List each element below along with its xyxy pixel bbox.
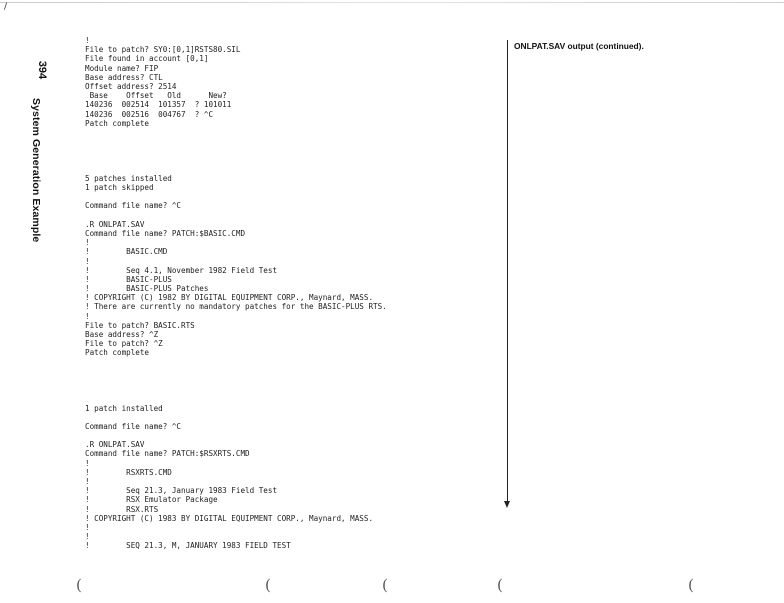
code-line: ! COPYRIGHT (C) 1982 BY DIGITAL EQUIPMENT CORP., Maynard, MASS.	[85, 293, 374, 303]
code-line: !	[85, 311, 90, 321]
code-line	[85, 146, 495, 155]
code-line: 1 patch installed	[85, 403, 163, 413]
code-line: File to patch? ^Z	[85, 339, 163, 349]
code-line: 140236 002516 004767 ? ^C	[85, 109, 214, 119]
code-line: ! BASIC-PLUS	[85, 274, 172, 284]
top-edge-rule	[0, 2, 784, 3]
code-line: ! BASIC.CMD	[85, 247, 168, 257]
code-line	[85, 358, 495, 367]
code-line: ! RSX Emulator Package	[85, 495, 218, 505]
code-line	[85, 385, 495, 394]
continuation-line	[507, 40, 508, 503]
code-line	[85, 165, 495, 174]
code-line: ! Seq 21.3, January 1983 Field Test	[85, 486, 278, 496]
binding-hole-mark: (	[265, 576, 271, 594]
code-line: Command file name? ^C	[85, 421, 182, 431]
page-number: 394	[36, 60, 48, 80]
margin-header	[30, 58, 50, 318]
code-line: 140236 002514 101357 ? 101011	[85, 100, 232, 110]
code-line: Base address? ^Z	[85, 330, 159, 339]
code-line: !	[85, 532, 90, 542]
code-line: Patch complete	[85, 118, 150, 128]
terminal-output-listing	[85, 36, 495, 551]
code-line: !	[85, 36, 90, 45]
code-line	[85, 128, 495, 137]
code-line	[85, 137, 495, 146]
binding-hole-mark: (	[497, 576, 503, 594]
code-line	[85, 394, 495, 403]
code-line: File found in account [0,1]	[85, 54, 209, 64]
code-line: File to patch? SY0:[0,1]RSTS80.SIL	[85, 45, 241, 55]
code-line	[85, 367, 495, 376]
code-line: ! RSXRTS.CMD	[85, 467, 172, 477]
code-line: Offset address? 2514	[85, 81, 177, 91]
code-line	[85, 376, 495, 385]
code-line: ! RSX.RTS	[85, 504, 159, 514]
code-line: ! Seq 4.1, November 1982 Field Test	[85, 265, 278, 275]
section-title: System Generation Example	[30, 98, 42, 243]
code-line: ! COPYRIGHT (C) 1983 BY DIGITAL EQUIPMENT CORP., Maynard, MASS.	[85, 513, 374, 523]
code-line: 1 patch skipped	[85, 183, 154, 192]
code-line	[85, 413, 495, 422]
continuation-arrow-icon	[504, 501, 510, 508]
code-line: Patch complete	[85, 348, 150, 358]
code-line: !	[85, 238, 90, 248]
code-line: Command file name? ^C	[85, 201, 182, 211]
code-line: Command file name? PATCH:$BASIC.CMD	[85, 228, 246, 238]
code-line	[85, 192, 495, 201]
code-line: Base address? CTL	[85, 72, 163, 82]
code-line: Base Offset Old New?	[85, 91, 227, 101]
figure-caption: ONLPAT.SAV output (continued).	[514, 41, 644, 51]
code-line: File to patch? BASIC.RTS	[85, 320, 195, 330]
code-line	[85, 155, 495, 164]
binding-hole-mark: (	[688, 576, 694, 594]
code-line	[85, 431, 495, 440]
code-line	[85, 211, 495, 220]
code-line: .R ONLPAT.SAV	[85, 219, 145, 229]
code-line: .R ONLPAT.SAV	[85, 440, 145, 450]
code-line: ! There are currently no mandatory patches for the BASIC-PLUS RTS.	[85, 302, 387, 312]
code-line: ! BASIC-PLUS Patches	[85, 284, 209, 294]
corner-mark: /	[4, 2, 8, 12]
code-line: ! SEQ 21.3, M, JANUARY 1983 FIELD TEST	[85, 541, 291, 551]
code-line: 5 patches installed	[85, 173, 172, 183]
code-line: !	[85, 458, 90, 468]
code-line: !	[85, 477, 90, 486]
binding-hole-mark: (	[382, 576, 388, 594]
code-line: !	[85, 256, 90, 266]
code-line: Command file name? PATCH:$RSXRTS.CMD	[85, 449, 250, 459]
binding-hole-mark: (	[76, 576, 82, 594]
code-line: Module name? FIP	[85, 63, 159, 73]
code-line: !	[85, 522, 90, 532]
